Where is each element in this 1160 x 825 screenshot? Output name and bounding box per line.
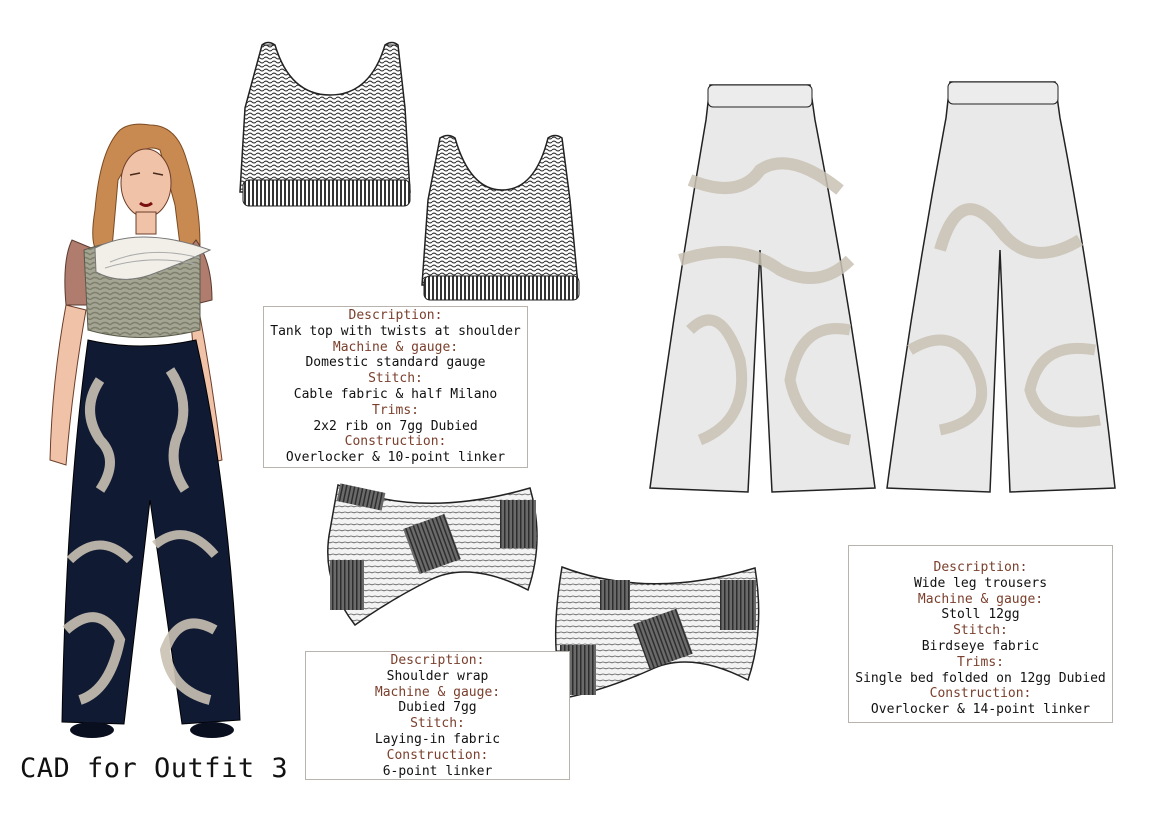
trousers-description: Wide leg trousers [913, 575, 1048, 591]
trousers-flat-front [650, 85, 875, 492]
tank-construction: Overlocker & 10-point linker [285, 450, 506, 466]
trousers-construction: Overlocker & 14-point linker [870, 702, 1091, 718]
trousers-machine: Stoll 12gg [941, 607, 1020, 623]
shoulder-wrap-flat-1 [328, 483, 537, 625]
wrap-stitch-label: Stitch: [410, 716, 465, 732]
trousers-machine-label: Machine & gauge: [917, 591, 1044, 607]
model-figure [50, 124, 240, 738]
trousers-trims-label: Trims: [957, 654, 1004, 670]
wrap-machine: Dubied 7gg [398, 700, 477, 716]
tank-description: Tank top with twists at shoulder [270, 323, 521, 339]
tank-top-flat-back [422, 136, 579, 301]
tank-construction-label: Construction: [344, 434, 447, 450]
tank-spec-box [263, 306, 528, 468]
tank-top-flat-front [240, 43, 410, 207]
wrap-machine-label: Machine & gauge: [374, 684, 501, 700]
wrap-stitch: Laying-in fabric [374, 731, 501, 747]
tank-stitch-label: Stitch: [368, 371, 423, 387]
tank-description-label: Description: [348, 308, 443, 323]
trousers-description-label: Description: [933, 560, 1028, 575]
tank-trims: 2x2 rib on 7gg Dubied [313, 418, 478, 434]
trousers-flat-back [887, 82, 1115, 492]
trousers-stitch: Birdseye fabric [921, 638, 1040, 654]
shoulder-wrap-flat-2 [556, 567, 759, 698]
tank-machine: Domestic standard gauge [305, 355, 486, 371]
trousers-stitch-label: Stitch: [953, 623, 1008, 639]
trousers-trims: Single bed folded on 12gg Dubied [855, 670, 1106, 686]
trousers-spec-box [848, 545, 1113, 723]
wrap-construction: 6-point linker [382, 763, 493, 779]
tank-stitch: Cable fabric & half Milano [293, 386, 498, 402]
tank-trims-label: Trims: [372, 402, 419, 418]
page-title: CAD for Outfit 3 [20, 753, 289, 784]
wrap-description: Shoulder wrap [386, 668, 489, 684]
trousers-construction-label: Construction: [929, 686, 1032, 702]
wrap-spec-box [305, 651, 570, 780]
wrap-construction-label: Construction: [386, 747, 489, 763]
tank-machine-label: Machine & gauge: [332, 339, 459, 355]
wrap-description-label: Description: [390, 653, 485, 668]
